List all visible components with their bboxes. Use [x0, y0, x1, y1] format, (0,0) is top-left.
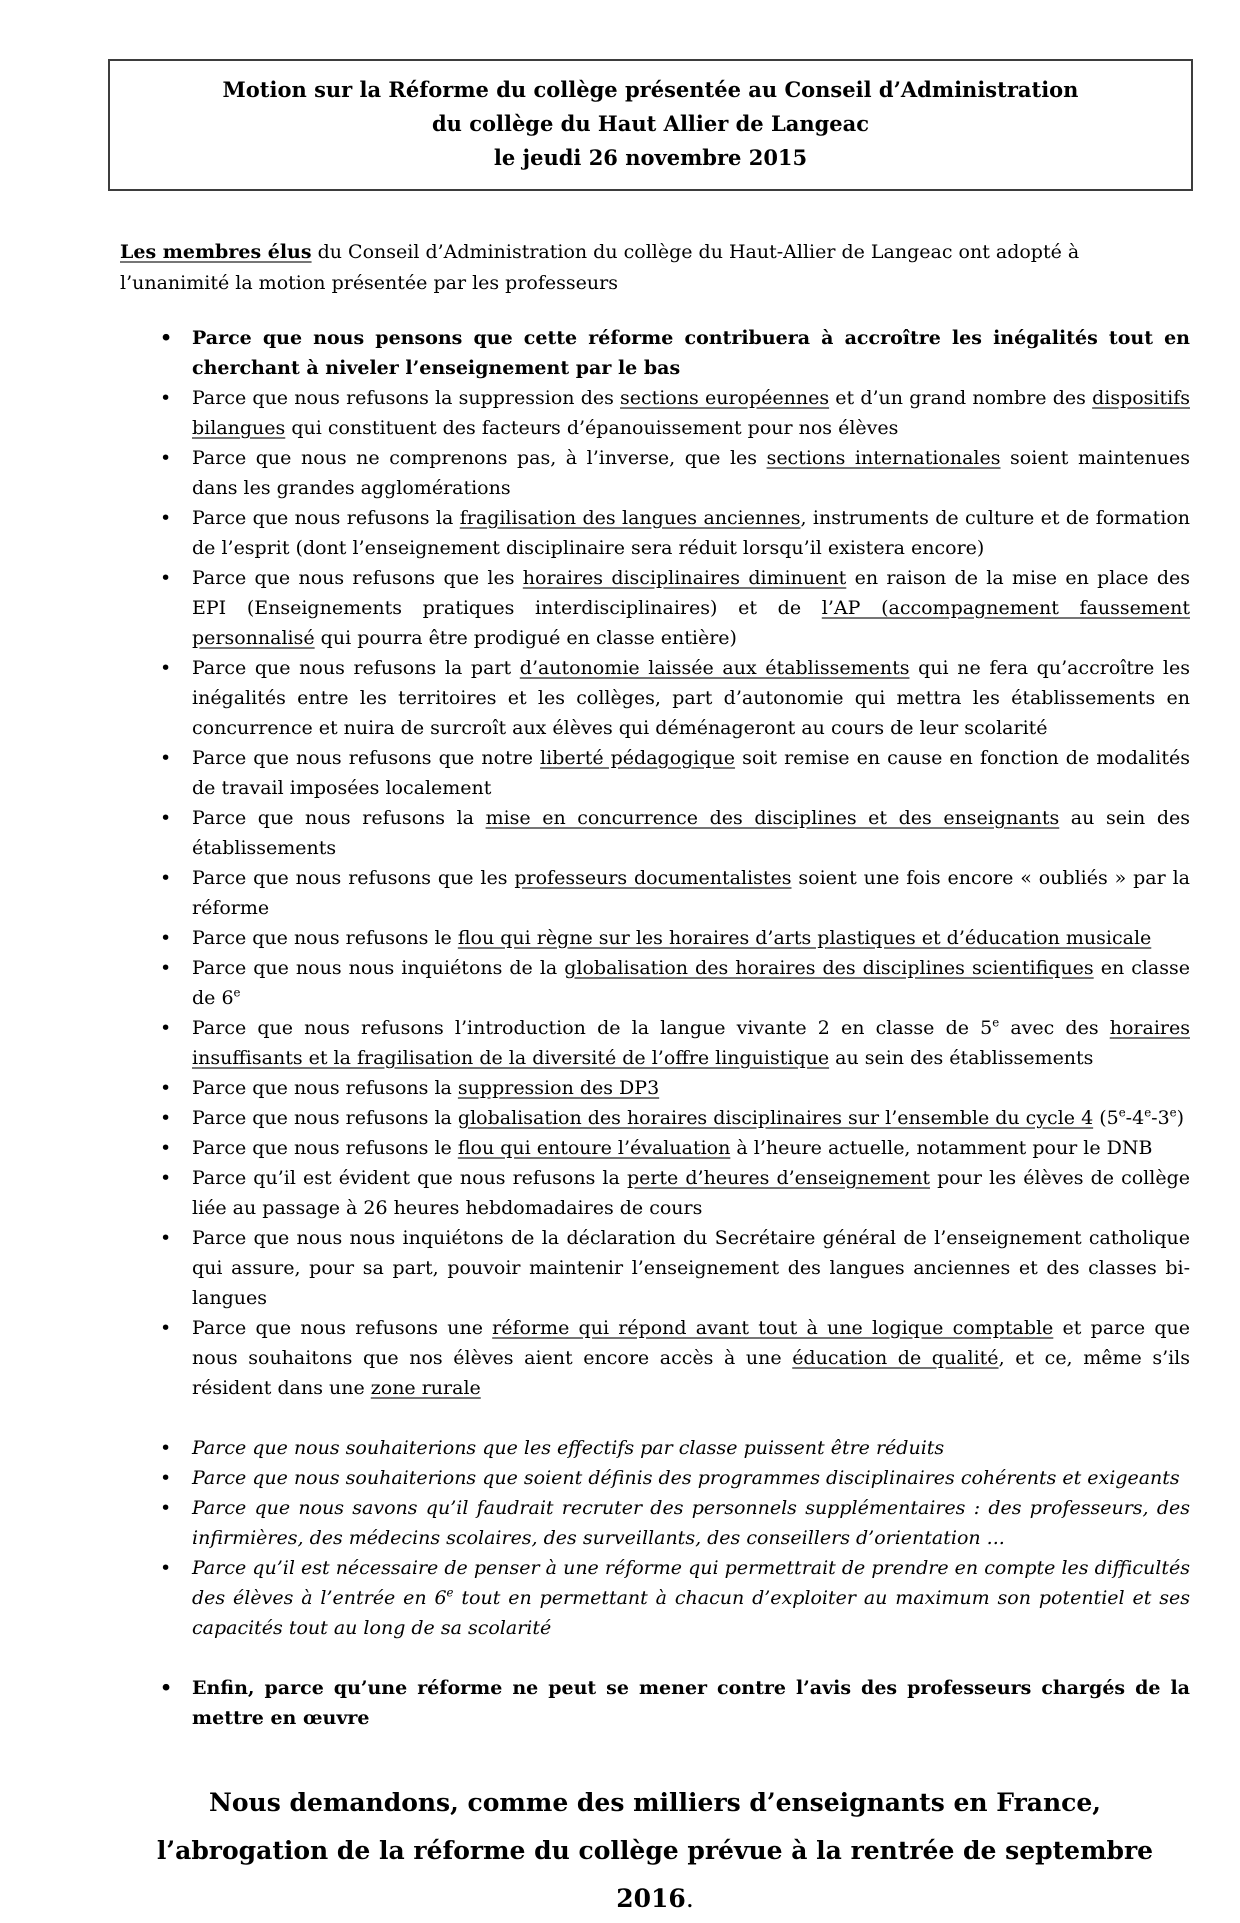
text-segment: Parce que nous souhaiterions que soient définis des programmes disciplinaires cohérents et exigeants [192, 1467, 1180, 1489]
reason-item [120, 923, 1190, 953]
text-segment: l’AP (accompagnement faussement personnalisé [192, 597, 1190, 649]
text-segment: Parce que nous refusons l’introduction de la langue vivante 2 en classe de 5 [192, 1017, 993, 1039]
text-segment: flou qui entoure l’évaluation [457, 1137, 731, 1159]
text-segment: qui pourra être prodigué en classe entière) [314, 627, 737, 649]
text-segment: Parce que nous refusons que notre [192, 747, 541, 769]
reason-item [120, 323, 1190, 383]
text-segment: Parce que nous refusons la [192, 507, 460, 529]
reason-item [120, 1553, 1190, 1643]
text-segment: Enfin, parce qu’une réforme ne peut se mener contre l’avis des professeurs chargés de la mettre en œuvre [192, 1677, 1190, 1729]
text-segment: dispositifs bilangues [192, 387, 1190, 439]
reason-item [120, 1103, 1190, 1133]
text-segment: e [992, 1015, 1000, 1030]
reason-item [120, 443, 1190, 503]
header-box [108, 59, 1193, 191]
text-segment: et parce que nous souhaitons que nos élèves aient encore accès à une [192, 1317, 1190, 1369]
text-segment: tout en permettant à chacun d’exploiter au maximum son potentiel et ses capacités tout au long de sa scolarité [192, 1587, 1190, 1639]
main-reasons-list [120, 323, 1190, 1403]
text-segment: professeurs documentalistes [514, 867, 792, 889]
text-segment: Parce que nous savons qu’il faudrait recruter des personnels supplémentaires : des professeurs, des infirmières, des médecins scolaires, des surveillants, des conseillers d’orientation ... [192, 1497, 1190, 1549]
text-segment: mise en concurrence des disciplines et des enseignants [485, 807, 1060, 829]
text-segment: -4 [1125, 1107, 1145, 1129]
conclusion-paragraph [120, 1779, 1190, 1923]
text-segment: suppression des DP3 [457, 1077, 660, 1099]
text-segment: Parce que nous refusons une [192, 1317, 493, 1339]
text-segment: Parce que nous refusons la [192, 1107, 458, 1129]
document-title-line-1: Motion sur la Réforme du collège présentée au Conseil d’Administration [222, 77, 1079, 102]
text-segment: en classe de 6 [192, 957, 1190, 1009]
final-reason-list [120, 1673, 1190, 1733]
reason-item [120, 863, 1190, 923]
text-segment: sections internationales [766, 447, 1001, 469]
text-segment: Parce que nous refusons la part [192, 657, 520, 679]
document-title-line-3: le jeudi 26 novembre 2015 [493, 145, 808, 170]
text-segment: Parce que nous refusons que les [192, 567, 523, 589]
reason-item [120, 743, 1190, 803]
text-segment: Parce que nous refusons la [192, 807, 486, 829]
text-segment: Parce que nous souhaiterions que les effectifs par classe puissent être réduits [192, 1437, 945, 1459]
text-segment: Parce qu’il est nécessaire de penser à une réforme qui permettrait de prendre en compte les difficultés des élèves à l’entrée en 6 [192, 1557, 1190, 1609]
text-segment: e [233, 985, 241, 1000]
reason-item [120, 1493, 1190, 1553]
text-segment: qui ne fera qu’accroître les inégalités entre les territoires et les collèges, part d’autonomie qui mettra les établissements en concurrence et nuira de surcroît aux élèves qui déménageront au cours de leur scolarité [192, 657, 1191, 739]
reason-item [120, 1223, 1190, 1313]
text-segment: du Conseil d’Administration du collège du Haut-Allier de Langeac ont adopté à l’unanimité la motion présentée par les professeurs [120, 241, 1080, 294]
text-segment: réforme qui répond avant tout à une logique comptable [492, 1317, 1054, 1339]
text-segment: e [446, 1585, 454, 1600]
text-segment: Parce que nous nous inquiétons de la [192, 957, 565, 979]
reason-item [120, 1313, 1190, 1403]
text-segment: e [1118, 1105, 1126, 1120]
text-segment: à l’heure actuelle, notamment pour le DNB [730, 1137, 1153, 1159]
text-segment: Parce que nous pensons que cette réforme contribuera à accroître les inégalités tout en cherchant à niveler l’enseignement par le bas [192, 327, 1190, 379]
text-segment: liberté pédagogique [540, 747, 736, 769]
reason-item [120, 1133, 1190, 1163]
text-segment: e [1144, 1105, 1152, 1120]
reason-item [120, 1433, 1190, 1463]
text-segment: Parce que nous nous inquiétons de la déclaration du Secrétaire général de l’enseignement catholique qui assure, pour sa part, pouvoir maintenir l’enseignement des langues anciennes et des classes bi-langues [192, 1227, 1190, 1309]
text-segment: horaires insuffisants et la fragilisation de la diversité de l’offre linguistique [192, 1017, 1190, 1069]
text-segment: Nous demandons, comme des milliers d’enseignants en France, l’abrogation de la réforme du collège prévue à la rentrée de septembre 2016 [156, 1788, 1154, 1913]
reason-item [120, 1013, 1190, 1073]
text-segment: avec des [999, 1017, 1110, 1039]
reason-item [120, 1073, 1190, 1103]
text-segment: , et ce, même s’ils résident dans une [192, 1347, 1191, 1399]
text-segment: éducation de qualité [792, 1347, 999, 1369]
text-segment: sections européennes [620, 387, 830, 409]
text-segment: . [685, 1884, 694, 1913]
text-segment: fragilisation des langues anciennes [459, 507, 801, 529]
text-segment: perte d’heures d’enseignement [626, 1167, 930, 1189]
document-title-line-2: du collège du Haut Allier de Langeac [431, 111, 870, 136]
wishes-list [120, 1433, 1190, 1643]
text-segment: Parce que nous refusons le [192, 1137, 458, 1159]
reason-item [120, 563, 1190, 653]
reason-item [120, 1163, 1190, 1223]
text-segment: en raison de la mise en place des EPI (Enseignements pratiques interdisciplinaires) et de [192, 567, 1191, 619]
text-segment: Parce que nous refusons la [192, 1077, 458, 1099]
text-segment: flou qui règne sur les horaires d’arts plastiques et d’éducation musicale [457, 927, 1152, 949]
text-segment: Parce que nous refusons le [192, 927, 458, 949]
text-segment: Parce que nous ne comprenons pas, à l’inverse, que les [192, 447, 767, 469]
text-segment: et d’un grand nombre des [829, 387, 1093, 409]
text-segment: Parce que nous refusons que les [192, 867, 515, 889]
text-segment: pour les élèves de collège liée au passage à 26 heures hebdomadaires de cours [192, 1167, 1190, 1219]
text-segment: globalisation des horaires des disciplines scientifiques [564, 957, 1094, 979]
text-segment: soit remise en cause en fonction de modalités de travail imposées localement [192, 747, 1190, 799]
reason-item [120, 653, 1190, 743]
reason-item [120, 1673, 1190, 1733]
text-segment: globalisation des horaires disciplinaires sur l’ensemble du cycle 4 [457, 1107, 1094, 1129]
text-segment: Parce que nous refusons la suppression des [192, 387, 621, 409]
reason-item [120, 803, 1190, 863]
reason-item [120, 503, 1190, 563]
text-segment: horaires disciplinaires diminuent [522, 567, 847, 589]
text-segment: Parce qu’il est évident que nous refusons la [192, 1167, 627, 1189]
text-segment: d’autonomie laissée aux établissements [519, 657, 910, 679]
text-segment: au sein des établissements [829, 1047, 1094, 1069]
reason-item [120, 953, 1190, 1013]
intro-paragraph [120, 237, 1190, 299]
text-segment: Les membres élus [120, 241, 312, 263]
text-segment: -3 [1151, 1107, 1170, 1129]
text-segment: (5 [1093, 1107, 1119, 1129]
text-segment: au sein des établissements [192, 807, 1190, 859]
text-segment: ) [1176, 1107, 1185, 1129]
reason-item [120, 1463, 1190, 1493]
text-segment: soient une fois encore « oubliés » par la réforme [192, 867, 1190, 919]
reason-item [120, 383, 1190, 443]
text-segment: , instruments de culture et de formation de l’esprit (dont l’enseignement disciplinaire sera réduit lorsqu’il existera encore) [192, 507, 1190, 559]
text-segment: qui constituent des facteurs d’épanouissement pour nos élèves [285, 417, 899, 439]
text-segment: zone rurale [370, 1377, 481, 1399]
text-segment: e [1169, 1105, 1177, 1120]
text-segment: soient maintenues dans les grandes agglomérations [192, 447, 1190, 499]
